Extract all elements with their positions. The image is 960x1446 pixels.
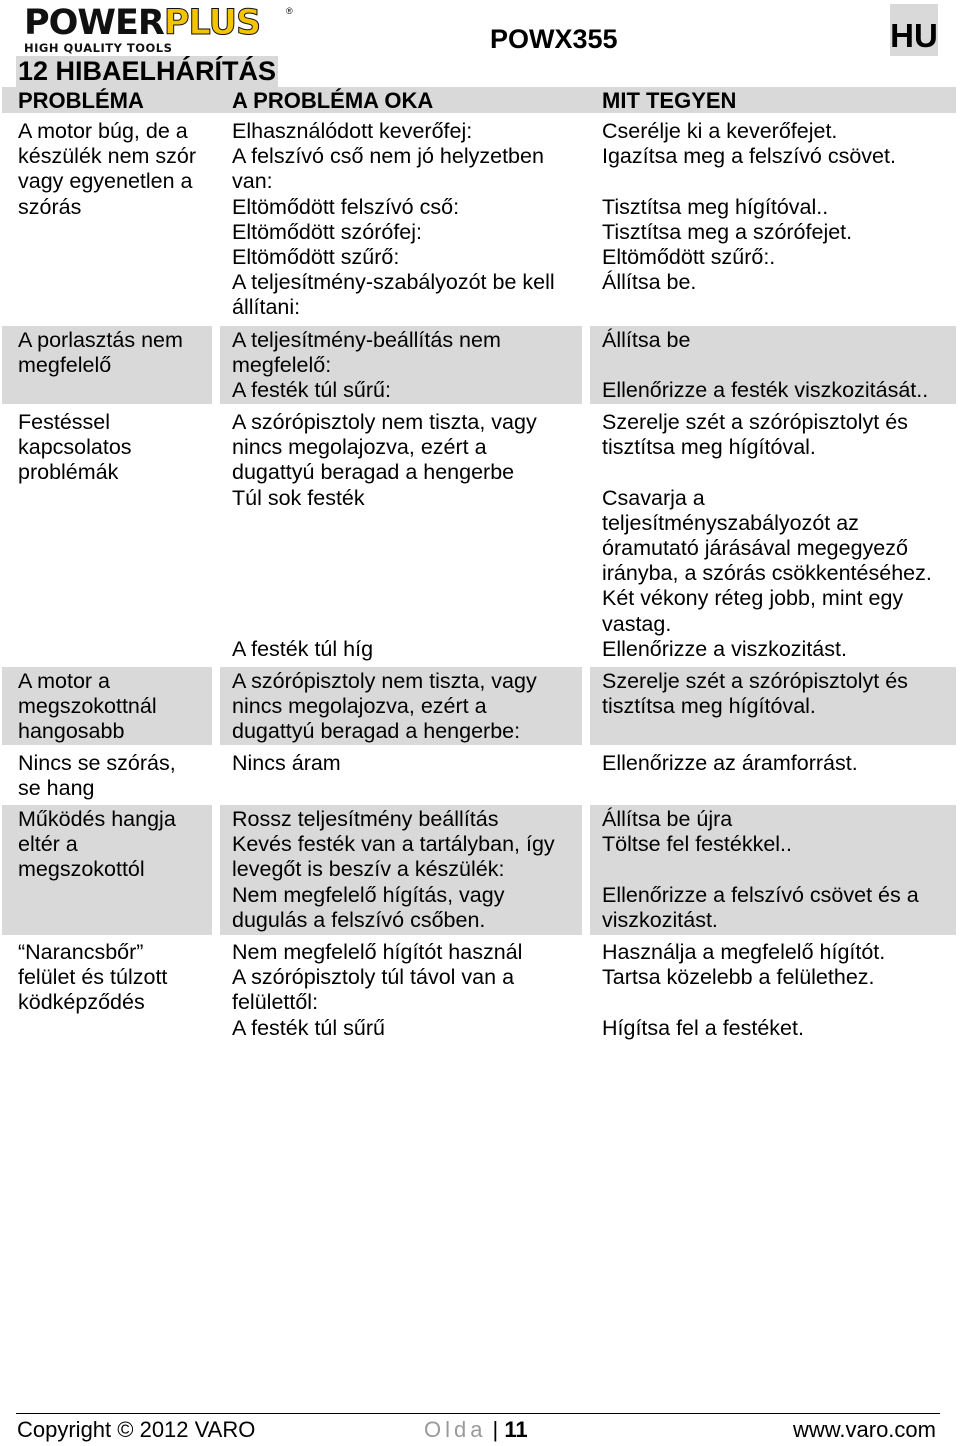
action-cell-line: Ellenőrizze a viszkozitást. [602,636,847,661]
action-cell-line: Igazítsa meg a felszívó csövet. [602,144,896,169]
problem-cell-line: “Narancsbőr” [18,940,144,964]
cause-cell [220,326,582,404]
problem-cell-line: ködképződés [18,990,145,1015]
logo-power-text: POWER [24,3,164,43]
action-cell-line: Állítsa be. [602,270,697,295]
action-cell-line [602,353,956,378]
column-header-cause: A PROBLÉMA OKA [232,88,434,113]
problem-cell-line: felület és túlzott [18,965,168,990]
cause-cell-line: nincs megolajozva, ezért a [232,435,487,460]
problem-cell [2,805,212,935]
problem-cell-line: Festéssel [18,410,111,434]
problem-cell [2,749,212,801]
problem-cell-line: megszokottól [18,857,145,882]
problem-cell-line: A porlasztás nem [18,328,183,352]
cause-cell-line: Eltömődött szűrő: [232,245,400,270]
section-title: 12 HIBAELHÁRÍTÁS [18,56,277,86]
logo-tagline: HIGH QUALITY TOOLS [24,41,173,55]
cause-cell-line: A szórópisztoly túl távol van a [232,965,515,990]
cause-cell [220,749,582,801]
page-number: 11 [504,1417,528,1442]
cause-cell-line: A szórópisztoly nem tiszta, vagy [232,410,537,434]
cause-cell-line: dugulás a felszívó csőben. [232,907,486,932]
problem-cell-line: eltér a [18,832,78,857]
problem-cell [2,117,212,322]
page-label: Olda [424,1417,487,1442]
cause-cell [220,408,582,664]
problem-cell-line: szórás [18,194,82,219]
action-cell-line: Töltse fel festékkel.. [602,832,792,857]
action-cell [590,326,956,404]
problem-cell-line: Működés hangja [18,807,176,831]
action-cell-line [602,460,956,485]
action-cell-line: Eltömődött szűrő:. [602,245,776,269]
action-cell-line: tisztítsa meg hígítóval. [602,435,816,460]
action-cell-line: Ellenőrizze a felszívó csövet és a [602,882,919,907]
action-cell [590,938,956,1042]
cause-cell-line: állítani: [232,295,301,320]
column-header-action: MIT TEGYEN [602,88,737,113]
cause-cell-line: Elhasználódott keverőfej: [232,119,473,143]
cause-cell-line: A festék túl sűrű [232,1015,385,1040]
action-cell [590,749,956,801]
table-header-bar [2,87,956,113]
problem-cell [2,667,212,745]
action-cell-line [602,857,956,882]
cause-cell-line: Nem megfelelő hígítás, vagy [232,882,505,907]
problem-cell [2,938,212,1042]
problem-cell-line: se hang [18,776,95,801]
cause-cell-line: A festék túl híg [232,636,374,661]
action-cell-line: tisztítsa meg hígítóval. [602,694,816,719]
footer-copyright: Copyright © 2012 VARO [17,1417,256,1442]
cause-cell-line: nincs megolajozva, ezért a [232,694,487,719]
cause-cell-line [232,536,582,561]
action-cell-line: irányba, a szórás csökkentéséhez. [602,561,932,586]
cause-cell-line: Kevés festék van a tartályban, így [232,832,555,857]
action-cell [590,117,956,322]
action-cell-line [602,990,956,1015]
problem-cell-line: megszokottnál [18,694,157,719]
footer-page-indicator [424,1416,528,1444]
cause-cell-line: van: [232,169,273,194]
registered-mark: ® [286,6,293,16]
page-separator: | [492,1417,499,1442]
action-cell-line: Tisztítsa meg a szórófejet. [602,219,853,244]
action-cell-line: teljesítményszabályozót az [602,510,859,535]
cause-cell-line: Eltömődött felszívó cső: [232,194,460,219]
cause-cell-line: dugattyú beragad a hengerbe [232,460,515,485]
cause-cell-line: megfelelő: [232,353,332,378]
cause-cell-line: A felszívó cső nem jó helyzetben [232,144,544,169]
action-cell-line [602,169,956,194]
cause-cell-line: Nem megfelelő hígítót használ [232,940,523,964]
action-cell-line: Csavarja a [602,485,705,510]
action-cell-line: Állítsa be [602,328,691,352]
action-cell-line: viszkozitást. [602,907,718,932]
cause-cell-line: A szórópisztoly nem tiszta, vagy [232,669,537,693]
action-cell-line: Szerelje szét a szórópisztolyt és [602,669,908,693]
cause-cell-line: Eltömődött szórófej: [232,219,423,244]
cause-cell-line [232,586,582,611]
logo-plus-text: PLUS [163,3,261,43]
action-cell-line: óramutató járásával megegyező [602,536,908,560]
cause-cell-line: A teljesítmény-beállítás nem [232,328,501,352]
cause-cell-line [232,561,582,586]
cause-cell-line: A festék túl sűrű: [232,378,391,403]
cause-cell-line [232,511,582,536]
action-cell-line: Hígítsa fel a festéket. [602,1015,804,1040]
cause-cell-line: Rossz teljesítmény beállítás [232,807,499,831]
action-cell [590,667,956,745]
action-cell-line: Cserélje ki a keverőfejet. [602,119,838,143]
problem-cell-line: megfelelő [18,353,112,378]
cause-cell [220,805,582,935]
footer-divider [16,1413,940,1414]
problem-cell-line: Nincs se szórás, [18,751,176,775]
problem-cell-line: vagy egyenetlen a [18,169,193,194]
cause-cell [220,667,582,745]
action-cell-line: Használja a megfelelő hígítót. [602,940,886,964]
action-cell [590,805,956,935]
cause-cell-line: A teljesítmény-szabályozót be kell [232,270,555,295]
cause-cell-line: levegőt is beszív a készülék: [232,857,505,882]
cause-cell-line: Nincs áram [232,751,341,775]
problem-cell [2,326,212,404]
problem-cell-line: A motor a [18,669,111,693]
footer-website: www.varo.com [792,1417,936,1442]
cause-cell [220,938,582,1042]
action-cell-line: Két vékony réteg jobb, mint egy [602,586,904,611]
problem-cell-line: hangosabb [18,719,125,744]
language-badge: HU [890,4,938,56]
cause-cell-line: dugattyú beragad a hengerbe: [232,719,521,744]
action-cell-line: Ellenőrizze a festék viszkozitását.. [602,378,929,403]
action-cell [590,408,956,664]
action-cell-line: Szerelje szét a szórópisztolyt és [602,410,908,434]
cause-cell-line [232,612,582,637]
action-cell-line: Ellenőrizze az áramforrást. [602,751,858,775]
action-cell-line: Állítsa be újra [602,807,733,831]
action-cell-line: Tisztítsa meg hígítóval.. [602,194,829,219]
model-number: POWX355 [490,24,618,54]
problem-cell-line: A motor búg, de a [18,119,188,143]
action-cell-line: vastag. [602,611,672,636]
cause-cell-line: Túl sok festék [232,485,365,510]
problem-cell-line: kapcsolatos [18,435,132,460]
action-cell-line: Tartsa közelebb a felülethez. [602,965,875,990]
problem-cell [2,408,212,664]
cause-cell-line: felülettől: [232,990,319,1015]
problem-cell-line: problémák [18,460,119,485]
brand-logo [24,4,304,54]
problem-cell-line: készülék nem szór [18,144,197,169]
cause-cell [220,117,582,322]
column-header-problem: PROBLÉMA [18,88,144,113]
